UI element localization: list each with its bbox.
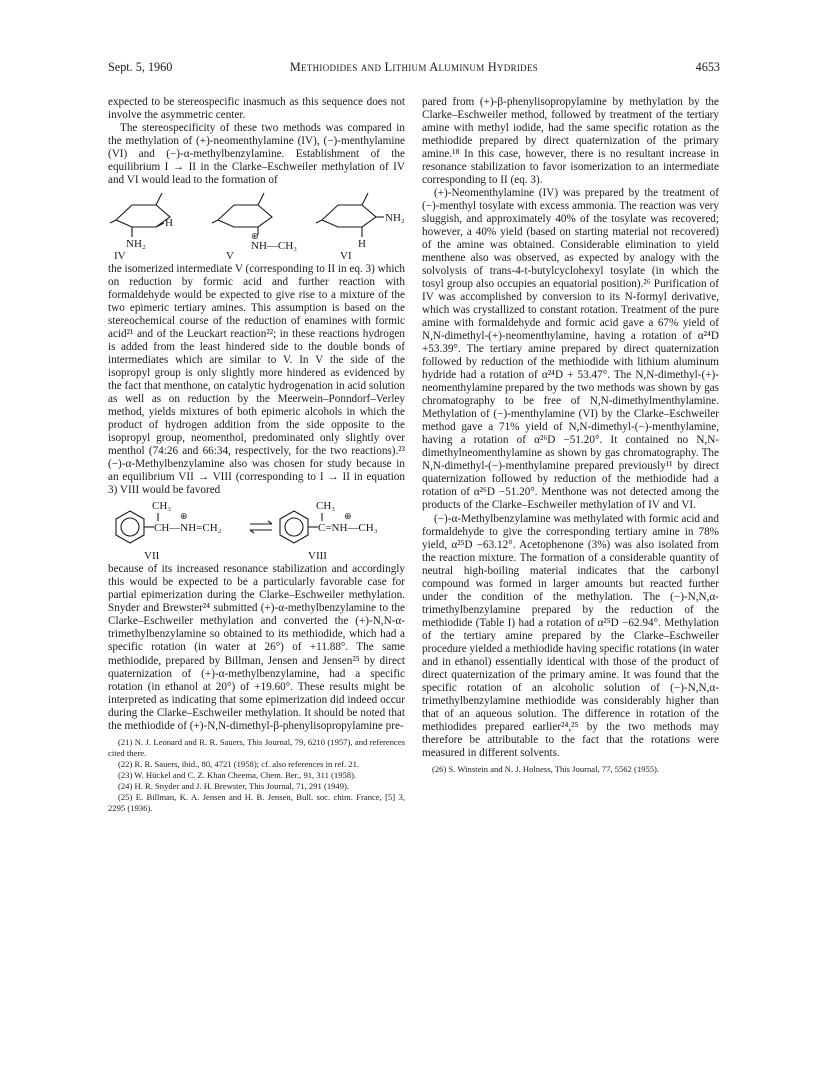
right-footnotes (422, 764, 719, 775)
fig2-plus-charge: ⊕ (180, 511, 188, 522)
footnote-25: (25) E. Billman, K. A. Jensen and H. B. Jensen, Bull. soc. chim. France, [5] 3, 2295 (1936). (108, 791, 405, 813)
fig1-hb-label: H (358, 238, 366, 251)
right-paragraph-1: pared from (+)-β-phenylisopropylamine by methylation by the Clarke–Eschweiler method, followed by treatment of the tertiary amine with methyl iodide, had the same specific rotation as the methiodide prepared by direct quaternization of the primary amine.¹⁸ In this case, however, there is no resultant increase in resonance stabilization to favor isomerization to an intermediate corresponding to II (eq. 3). (422, 96, 719, 187)
footnote-21: (21) N. J. Leonard and R. R. Sauers, This Journal, 79, 6210 (1957), and references cited there. (108, 736, 405, 758)
left-paragraph-2: The stereospecificity of these two methods was compared in the methylation of (+)-neomenthylamine (IV), (−)-menthylamine (VI) and (−)-α-methylbenzylamine. Establishment of the equilibrium I → II in the Clarke–Eschweiler methylation of IV and VI would lead to the formation of (108, 122, 405, 187)
header-page-number: 4653 (695, 60, 720, 74)
fig2-label-vii: VII (144, 550, 160, 563)
fig2-plusb-charge: ⊕ (344, 511, 352, 522)
fig1-nhch3-label: NH—CH₃ (251, 240, 298, 253)
header-title: Methiodides and Lithium Aluminum Hydrides (289, 60, 539, 74)
structures-vii-viii (108, 497, 405, 563)
header-date: Sept. 5, 1960 (108, 60, 173, 74)
fig2-viii-substituent: C=NH—CH₃ (318, 522, 378, 535)
fig1-h-label: H (165, 217, 173, 230)
right-column (422, 96, 719, 775)
right-paragraph-2: (+)-Neomenthylamine (IV) was prepared by the treatment of (−)-menthyl tosylate with excess ammonia. The reaction was very sluggish, and approximately 40% of the tosylate was recovered; however, a 40% yield (based on starting material not recovered) of the amine was obtained. Considerable elimination to yield menthene also was observed, as expected by analogy with the solvolysis of trans-4-t-butylcyclohexyl tosylate (in which the tosyl group also occupies an equatorial position).²⁶ Purification of IV was accomplished by conversion to its N-formyl derivative, which was crystallized to constant rotation. Treatment of the pure amine with formaldehyde and formic acid gave a 67% yield of N,N-dimethyl-(+)-neomenthylamine, having a rotation of α²⁴D +53.39°. The tertiary amine prepared by direct quaternization followed by reduction of the methiodide with lithium aluminum hydride had a rotation of α²⁴D + 53.47°. The N,N-dimethyl-(+)-neomenthylamine prepared by the two methods was shown by gas chromatography to be free of N,N-dimethylmenthylamine. Methylation of (−)-menthylamine (VI) by the Clarke–Eschweiler method gave a 71% yield of N,N-dimethyl-(−)-menthylamine, having a rotation of α²⁶D −51.20°. It contained no N,N-dimethylneomenthylamine as shown by gas chromatography. The N,N-dimethyl-(−)-menthylamine prepared previously¹¹ by direct quaternization followed by reduction of the methiodide had a rotation of α²⁶D −51.20°. Menthone was not detected among the products of the Clarke–Eschweiler methylation of IV and VI. (422, 187, 719, 512)
left-paragraph-1: expected to be stereospecific inasmuch as this sequence does not involve the asymmetric center. (108, 96, 405, 122)
footnote-23: (23) W. Hückel and C. Z. Khan Cheema, Chem. Ber., 91, 311 (1958). (118, 769, 357, 780)
fig1-nh2-label: NH₂ (126, 238, 146, 251)
footnote-24: (24) H. R. Snyder and J. H. Brewster, This Journal, 71, 291 (1949). (118, 780, 350, 791)
running-header (108, 60, 720, 78)
right-paragraph-3: (−)-α-Methylbenzylamine was methylated with formic acid and formaldehyde to give the corresponding tertiary amine in 78% yield, α²⁵D −63.12°. Acetophenone (3%) was also isolated from the reaction mixture. The formation of a considerable quantity of neutral high-boiling material indicates that the carbonyl compound was formed in larger amounts but reacted further under the condition of the methylation. The (−)-N,N,α-trimethylbenzylamine prepared by the reduction of the methiodide (Table I) had a rotation of α²⁵D −62.94°. Methylation of the tertiary amine prepared by the Clarke–Eschweiler procedure yielded a methiodide having specific rotations (in water and in ethanol) essentially identical with those of the product of direct quaternization of the primary amine. It was found that the specific rotation of an alcoholic solution of (−)-N,N,α-trimethylbenzylamine methiodide was considerably higher than that of an aqueous solution. The difference in rotation of the methiodides prepared earlier²⁴,²⁵ by the two methods may therefore be attributable to the fact that the rotations were measured in different solvents. (422, 512, 719, 759)
left-paragraph-4: because of its increased resonance stabilization and accordingly this would be expected to be a particularly favorable case for partial epimerization during the Clarke–Eschweiler methylation. Snyder and Brewster²⁴ submitted (+)-α-methylbenzylamine to the Clarke–Eschweiler methylation and converted the (+)-N,N-α-trimethylbenzylamine so obtained to its methiodide, which had a specific rotation (in water at 26°) of +11.88°. The same methiodide, prepared by Billman, Jensen and Jensen²⁵ by direct quaternization of (+)-α-methylbenzylamine, had a specific rotation (in ethanol at 20°) of +19.60°. These results might be interpreted as indicating that some epimerization did indeed occur during the Clarke–Eschweiler methylation. It should be noted that the methiodide of (+)-N,N-dimethyl-β-phenylisopropylamine pre- (108, 563, 405, 732)
fig1-label-vi: VI (340, 250, 352, 263)
fig2-vii-substituent: CH—NH=CH₂ (154, 522, 222, 535)
footnote-22: (22) R. R. Sauers, ibid., 80, 4721 (1958); cf. also references in ref. 21. (118, 758, 360, 769)
left-footnotes (108, 737, 405, 814)
fig2-ch3b-label: CH₃ (316, 500, 336, 513)
left-column (108, 96, 405, 814)
fig1-plus-charge: ⊕ (251, 231, 259, 242)
footnote-26: (26) S. Winstein and N. J. Holness, This Journal, 77, 5562 (1955). (432, 763, 660, 774)
fig2-label-viii: VIII (308, 550, 327, 563)
fig1-label-v: V (226, 250, 234, 263)
structures-iv-v-vi (108, 187, 405, 263)
left-paragraph-3: the isomerized intermediate V (corresponding to II in eq. 3) which on reduction by formic acid and further reaction with formaldehyde would be expected to give rise to a mixture of the two epimeric tertiary amines. This assumption is based on the stereochemical course of the reduction of enamines with formic acid²¹ and of the Leuckart reaction²²; in these reactions hydrogen is added from the least hindered side to the double bonds of intermediates which are similar to V. In V the side of the isopropyl group is only slightly more hindered as evidenced by the fact that menthone, on catalytic hydrogenation in acid solution as well as on reduction by the Meerwein–Ponndorf–Verley method, yields mixtures of both epimeric alcohols in which the product of hydrogen addition from the side opposite to the isopropyl group, neomenthol, predominated only slightly over menthol (74:26 and 66:34, respectively, for the two reactions).²³ (−)-α-Methylbenzylamine also was chosen for study because in an equilibrium VII → VIII (corresponding to I → II in equation 3) VIII would be favored (108, 263, 405, 497)
fig1-nh2b-label: NH₂ (385, 212, 405, 225)
fig2-ch3-label: CH₃ (152, 500, 172, 513)
fig1-label-iv: IV (114, 250, 126, 263)
